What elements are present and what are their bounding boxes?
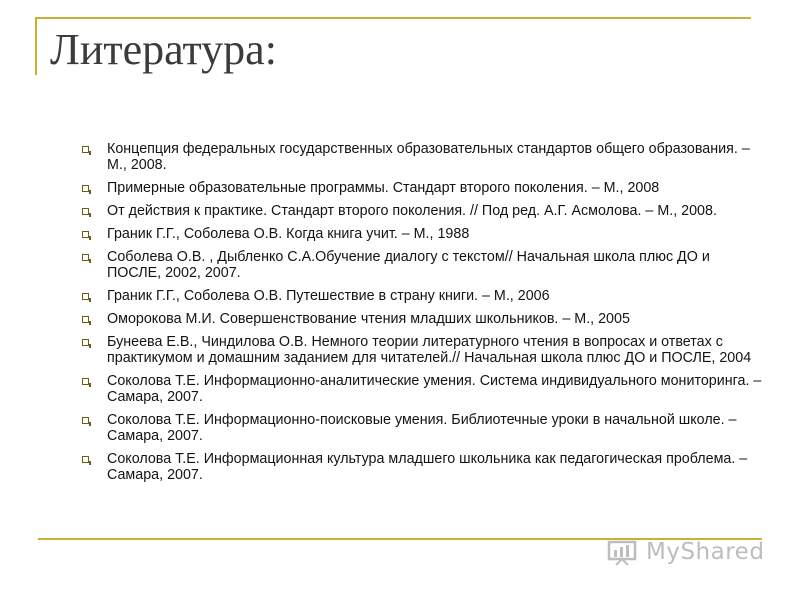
reference-item bbox=[76, 203, 766, 219]
slide-title: Литература: bbox=[50, 25, 277, 74]
reference-text: Соболева О.В. , Дыбленко С.А.Обучение диалогу с текстом// Начальная школа плюс ДО и ПОСЛЕ, 2002, 2007. bbox=[107, 249, 710, 281]
reference-text: Граник Г.Г., Соболева О.В. Путешествие в страну книги. – М., 2006 bbox=[107, 288, 550, 304]
reference-item bbox=[76, 451, 766, 483]
reference-text: Концепция федеральных государственных образовательных стандартов общего образования. – М., 2008. bbox=[107, 141, 750, 173]
title-frame-left-rule bbox=[35, 18, 37, 75]
reference-item bbox=[76, 249, 766, 281]
reference-item bbox=[76, 180, 766, 196]
square-bullet-icon bbox=[82, 417, 89, 424]
reference-text: Соколова Т.Е. Информационно-аналитические умения. Система индивидуального мониторинга. – Самара, 2007. bbox=[107, 373, 762, 405]
square-bullet-icon bbox=[82, 254, 89, 261]
square-bullet-icon bbox=[82, 208, 89, 215]
reference-text: Примерные образовательные программы. Стандарт второго поколения. – М., 2008 bbox=[107, 180, 660, 196]
square-bullet-icon bbox=[82, 231, 89, 238]
square-bullet-icon bbox=[82, 316, 89, 323]
reference-item bbox=[76, 288, 766, 304]
presentation-board-icon bbox=[606, 538, 640, 566]
watermark-text: MyShared bbox=[646, 539, 765, 565]
reference-item bbox=[76, 226, 766, 242]
myshared-watermark bbox=[606, 538, 764, 566]
reference-item bbox=[76, 334, 766, 366]
reference-item bbox=[76, 311, 766, 327]
reference-text: От действия к практике. Стандарт второго поколения. // Под ред. А.Г. Асмолова. – М., 2008. bbox=[107, 203, 717, 219]
reference-item bbox=[76, 373, 766, 405]
reference-item bbox=[76, 141, 766, 173]
square-bullet-icon bbox=[82, 146, 89, 153]
square-bullet-icon bbox=[82, 339, 89, 346]
square-bullet-icon bbox=[82, 378, 89, 385]
reference-text: Соколова Т.Е. Информационная культура младшего школьника как педагогическая проблема. – Самара, 2007. bbox=[107, 451, 748, 483]
reference-item bbox=[76, 412, 766, 444]
reference-text: Соколова Т.Е. Информационно-поисковые умения. Библиотечные уроки в начальной школе. – Самара, 2007. bbox=[107, 412, 737, 444]
square-bullet-icon bbox=[82, 293, 89, 300]
square-bullet-icon bbox=[82, 456, 89, 463]
square-bullet-icon bbox=[82, 185, 89, 192]
title-frame-top-rule bbox=[35, 17, 751, 19]
reference-text: Граник Г.Г., Соболева О.В. Когда книга учит. – М., 1988 bbox=[107, 226, 470, 242]
reference-text: Бунеева Е.В., Чиндилова О.В. Немного теории литературного чтения в вопросах и ответах с практикумом и домашним заданием для читателей.// Начальная школа плюс ДО и ПОСЛЕ, 2004 bbox=[107, 334, 752, 366]
reference-list bbox=[76, 141, 766, 490]
reference-text: Оморокова М.И. Совершенствование чтения младших школьников. – М., 2005 bbox=[107, 311, 630, 327]
